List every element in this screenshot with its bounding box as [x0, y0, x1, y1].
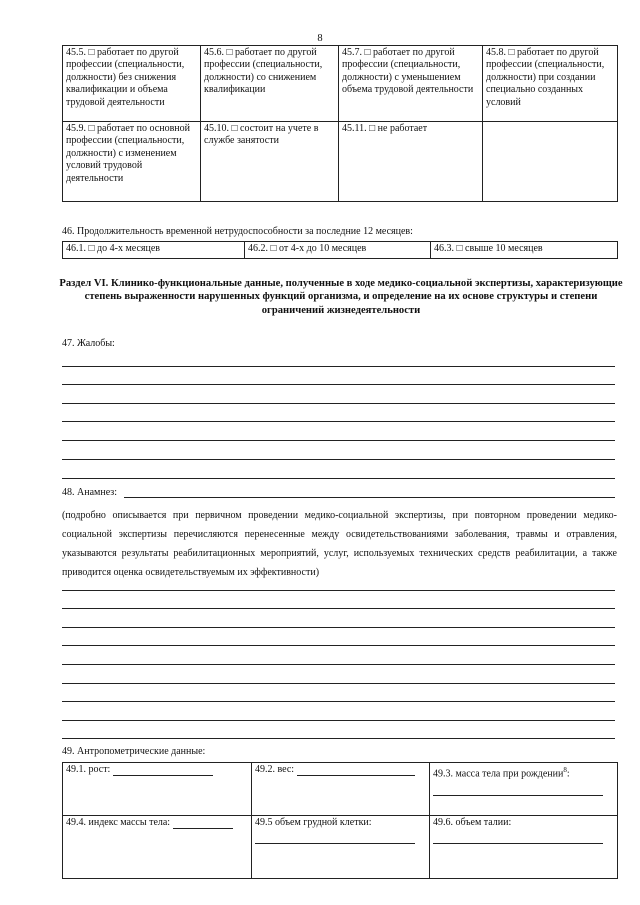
height-label: 49.1. рост:	[66, 764, 111, 775]
employment-status-table	[62, 45, 618, 202]
waist-label: 49.6. объем талии:	[433, 817, 512, 828]
chest-label: 49.5 объем грудной клетки:	[255, 817, 372, 828]
option-45-7[interactable]: 45.7. □ работает по другой профессии (специальности, должности) с уменьшением объема трудовой деятельности	[339, 46, 483, 122]
bmi-label: 49.4. индекс массы тела:	[66, 817, 171, 828]
bmi-field[interactable]	[173, 818, 233, 829]
question-46-title: 46. Продолжительность временной нетрудоспособности за последние 12 месяцев:	[62, 226, 413, 237]
anamnesis-instruction: (подробно описывается при первичном проведении медико-социальной экспертизы, при повторном проведении медико-социальной экспертизы перечисляются перенесенные между освидетельствованиями заболевания, травмы и отравления, указываются результаты реабилитационных мероприятий, услуг, используемых технических средств реабилитации, а также приводится оценка освидетельствуемым их эффективности)	[62, 510, 617, 578]
option-45-9[interactable]: 45.9. □ работает по основной профессии (специальности, должности) с изменением условий трудовой деятельности	[63, 122, 201, 202]
section-6-heading: Раздел VI. Клинико-функциональные данные, полученные в ходе медико-социальной экспертизы, характеризующие степень выраженности нарушенных функций организма, и определение на их основе структуры и степени ограничений жизнедеятельности	[59, 278, 623, 316]
waist-field[interactable]	[433, 843, 603, 844]
height-field[interactable]	[113, 765, 213, 776]
waist-cell	[430, 816, 618, 879]
weight-cell	[252, 763, 430, 816]
birth-weight-cell	[430, 763, 618, 816]
option-45-6[interactable]: 45.6. □ работает по другой профессии (специальности, должности) со снижением квалификации	[201, 46, 339, 122]
option-46-3[interactable]: 46.3. □ свыше 10 месяцев	[431, 242, 618, 259]
option-46-1[interactable]: 46.1. □ до 4-х месяцев	[63, 242, 245, 259]
bmi-cell	[63, 816, 252, 879]
option-45-11[interactable]: 45.11. □ не работает	[339, 122, 483, 202]
footnote-ref: 8	[563, 766, 567, 774]
chest-field[interactable]	[255, 843, 415, 844]
option-45-8[interactable]: 45.8. □ работает по другой профессии (специальности, должности) при создании специально созданных условий	[483, 46, 618, 122]
question-49-title: 49. Антропометрические данные:	[62, 746, 206, 757]
disability-duration-table	[62, 241, 618, 259]
page-number: 8	[317, 33, 323, 44]
empty-cell	[483, 122, 618, 202]
height-cell	[63, 763, 252, 816]
weight-label: 49.2. вес:	[255, 764, 295, 775]
birth-weight-label: 49.3. масса тела при рождении	[433, 768, 564, 780]
birth-weight-field[interactable]	[433, 795, 603, 796]
anamnesis-first-line[interactable]	[124, 497, 615, 498]
question-47-label: 47. Жалобы:	[62, 338, 115, 349]
birth-weight-colon: :	[566, 768, 570, 780]
chest-cell	[252, 816, 430, 879]
option-46-2[interactable]: 46.2. □ от 4-х до 10 месяцев	[245, 242, 431, 259]
option-45-10[interactable]: 45.10. □ состоит на учете в службе занятости	[201, 122, 339, 202]
question-48-label: 48. Анамнез:	[62, 487, 117, 498]
anthropometry-table	[62, 762, 618, 879]
option-45-5[interactable]: 45.5. □ работает по другой профессии (специальности, должности) без снижения квалификации и объема трудовой деятельности	[63, 46, 201, 122]
weight-field[interactable]	[297, 765, 415, 776]
